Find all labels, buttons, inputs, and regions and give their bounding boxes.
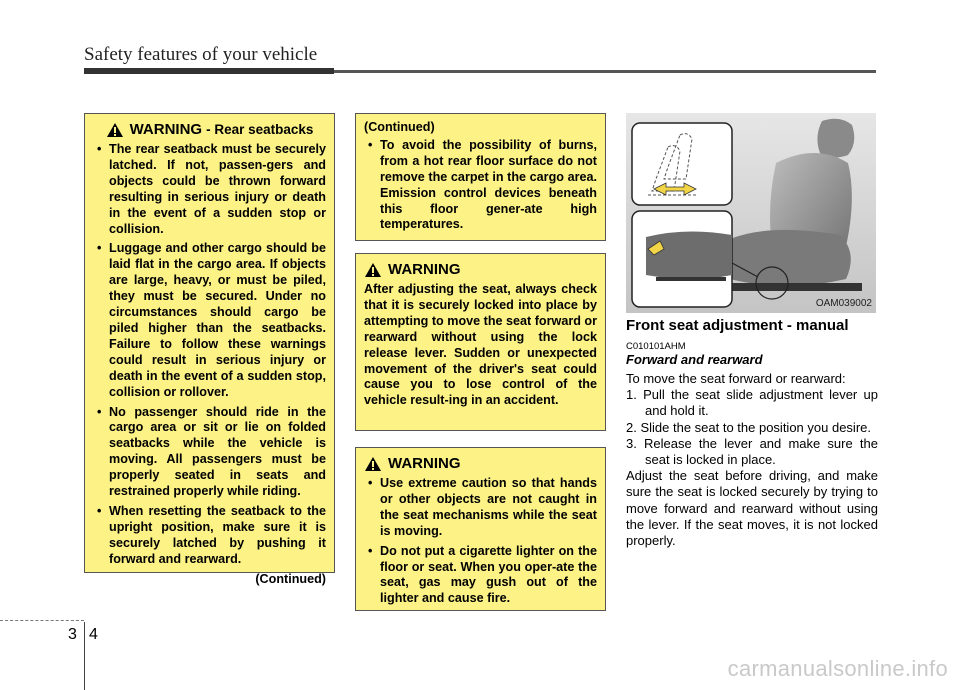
warning-bullet: • To avoid the possibility of burns, from a hot rear floor surface do not remove the carpet in the cargo area. Emission control devices beneath this floor gener-ate high temperatures. <box>364 138 597 233</box>
warning-title <box>93 122 326 138</box>
footer-rule <box>0 620 84 621</box>
section-body <box>626 371 878 549</box>
section-subtitle: Forward and rearward <box>626 352 763 367</box>
warning-bullet: • Do not put a cigarette lighter on the floor or seat. When you oper-ate the seat, gas may gush out of the lighter and cause fire. <box>364 544 597 608</box>
footer-divider <box>84 622 85 690</box>
section-intro: To move the seat forward or rearward: <box>626 371 846 386</box>
figure-code: OAM039002 <box>815 298 872 309</box>
step-item: 1. Pull the seat slide adjustment lever up and hold it. <box>626 387 878 419</box>
warning-text: After adjusting the seat, always check that it is securely locked into place by attempting to move the seat forward or rearward without using the lock release lever. Sudden or unexpected movement of the driver's seat could cause you to lose control of the vehicle result-ing in an accident. <box>364 282 598 408</box>
header-rule-accent <box>84 68 334 74</box>
warning-title-subtitle: - Rear seatbacks <box>206 122 314 138</box>
warning-title-text: WARNING <box>388 261 461 279</box>
seat-illustration <box>626 113 876 313</box>
warning-bullet: • Use extreme caution so that hands or other objects are not caught in the seat mechanisms while the seat is moving. <box>364 476 597 540</box>
chapter-number: 3 <box>68 626 77 643</box>
section-code: C010101AHM <box>626 341 686 352</box>
warning-box-continued <box>355 113 606 241</box>
page-number: 4 <box>89 626 98 643</box>
warning-title <box>364 262 597 278</box>
watermark: carmanualsonline.info <box>727 656 948 681</box>
warning-triangle-icon <box>364 456 382 472</box>
warning-title-text: WARNING <box>388 455 461 473</box>
warning-triangle-icon <box>106 122 124 138</box>
warning-bullet: • The rear seatback must be securely latched. If not, passen-gers and objects could be thrown forward resulting in serious injury or death in the event of a sudden stop or collision. <box>93 142 326 237</box>
step-item: 2. Slide the seat to the position you desire. <box>626 419 871 435</box>
page-header-title: Safety features of your vehicle <box>84 44 318 65</box>
section-closing: Adjust the seat before driving, and make sure the seat is locked securely by trying to move forward and rearward without using the lever. If the seat moves, it is not locked properly. <box>626 468 878 549</box>
warning-bullet: • No passenger should ride in the cargo area or sit or lie on folded seatbacks while the vehicle is moving. All passengers must be properly seated in seats and restrained properly while riding. <box>93 405 326 500</box>
warning-title <box>364 456 597 472</box>
warning-title-text: WARNING <box>129 121 203 139</box>
warning-bullet: • Luggage and other cargo should be laid flat in the cargo area. If objects are large, heavy, or must be piled, they must be secured. Under no circumstances should cargo be piled higher than the seatbacks. Failure to follow these warnings could result in serious injury or death in the event of a sudden stop, collision or rollover. <box>93 241 326 400</box>
warning-box-seat-lock <box>355 253 606 431</box>
warning-box-seat-mechanism <box>355 447 606 611</box>
continued-label: (Continued) <box>364 120 435 134</box>
warning-bullet: • When resetting the seatback to the upright position, make sure it is securely latched by pushing it forward and rearward. <box>93 504 326 568</box>
seat-adjustment-photo <box>626 113 876 313</box>
step-item: 3. Release the lever and make sure the seat is locked in place. <box>626 435 878 468</box>
section-title: Front seat adjustment - manual <box>626 317 849 334</box>
continued-label: (Continued) <box>255 571 326 586</box>
warning-box-rear-seatbacks <box>84 113 335 586</box>
warning-triangle-icon <box>364 262 382 278</box>
